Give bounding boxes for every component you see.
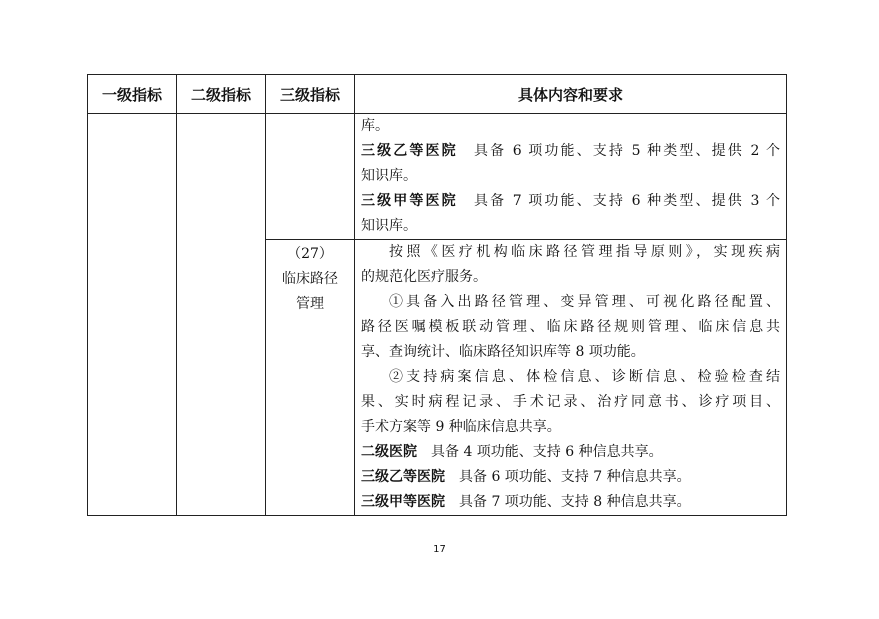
header-level3: 三级指标	[266, 75, 355, 114]
content-line: 的规范化医疗服务。	[361, 269, 487, 285]
grade-line	[361, 465, 780, 490]
grade-text: 具备 7 项功能、支持 6 种类型、提供 3 个	[473, 193, 780, 209]
content-line: 手术方案等 9 种临床信息共享。	[361, 419, 561, 435]
content-line: 果、实时病程记录、手术记录、治疗同意书、诊疗项目、	[361, 394, 780, 410]
page-number: 17	[433, 544, 446, 555]
content-line: ②支持病案信息、体检信息、诊断信息、检验检查结	[389, 369, 780, 385]
indicator-table	[87, 74, 787, 516]
grade-text: 具备 6 项功能、支持 5 种类型、提供 2 个	[473, 143, 780, 159]
grade-text: 具备 6 项功能、支持 7 种信息共享。	[459, 469, 691, 485]
header-level1: 一级指标	[88, 75, 177, 114]
table-row	[88, 114, 787, 240]
header-content: 具体内容和要求	[355, 75, 787, 114]
indicator-name: 管理	[296, 296, 324, 312]
level3-cell	[266, 114, 355, 240]
grade-label: 二级医院	[361, 444, 417, 460]
grade-line	[361, 139, 780, 164]
indicator-number: （27）	[287, 246, 333, 262]
indicator-name: 临床路径	[282, 271, 338, 287]
level1-cell	[88, 114, 177, 516]
grade-label: 三级乙等医院	[361, 469, 445, 485]
grade-line	[361, 189, 780, 214]
grade-text: 具备 7 项功能、支持 8 种信息共享。	[459, 494, 691, 510]
table-header-row	[88, 75, 787, 114]
grade-label: 三级乙等医院	[361, 143, 458, 159]
content-line: ①具备入出路径管理、变异管理、可视化路径配置、	[389, 294, 780, 310]
grade-text: 具备 4 项功能、支持 6 种信息共享。	[431, 444, 663, 460]
content-line: 享、查询统计、临床路径知识库等 8 项功能。	[361, 344, 645, 360]
grade-label: 三级甲等医院	[361, 494, 445, 510]
content-line: 库。	[361, 118, 389, 134]
content-line: 知识库。	[361, 168, 417, 184]
header-level2: 二级指标	[177, 75, 266, 114]
content-line: 知识库。	[361, 218, 417, 234]
content-cell	[355, 114, 787, 240]
grade-label: 三级甲等医院	[361, 193, 458, 209]
content-line: 路径医嘱模板联动管理、临床路径规则管理、临床信息共	[361, 319, 780, 335]
content-line: 按照《医疗机构临床路径管理指导原则》，实现疾病	[389, 244, 780, 260]
level3-cell	[266, 240, 355, 516]
content-cell	[355, 240, 787, 516]
level2-cell	[177, 114, 266, 516]
grade-line	[361, 440, 780, 465]
grade-line	[361, 490, 780, 515]
